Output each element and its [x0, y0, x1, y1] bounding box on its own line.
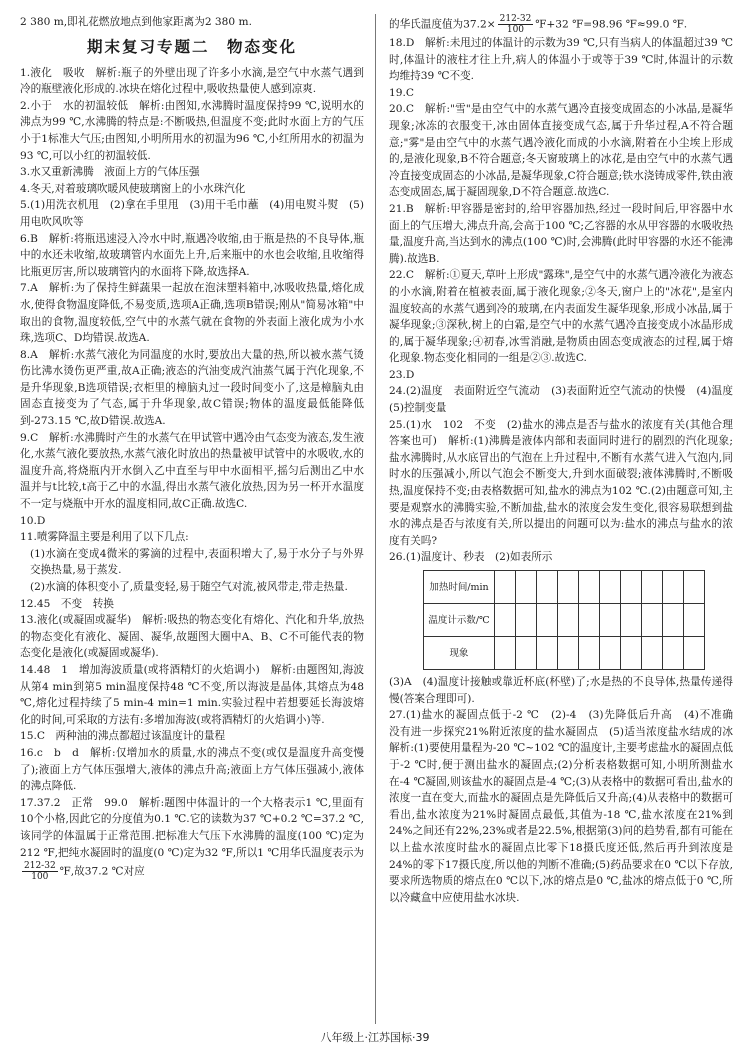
answer-11-point-1: (1)水滴在变成4微米的雾滴的过程中,表面积增大了,易于水分子与外界交换热量,易于蒸发.: [30, 547, 364, 577]
answer-9: 9.C 解析:水沸腾时产生的水蒸气在甲试管中遇冷由气态变为液态,发生液化,水蒸气液化要放热,水蒸气液化时放出的热量被甲试管中的水吸收,水的温度升高,将烧瓶内开水倒入乙中直至与甲中水面相平,摇匀后测出乙中水温并与t比较,t高于乙中的水温,得出水蒸气液化放热,因为另一杯开水温度不一定与烧瓶中开水的温度相同,故C正确.故选C.: [20, 431, 364, 511]
answer-17-tail: ℉,故37.2 ℃对应: [59, 865, 145, 878]
answer-8: 8.A 解析:水蒸气液化为同温度的水时,要放出大量的热,所以被水蒸气烫伤比沸水烫伤更严重,故A正确;液态的汽油变成汽油蒸气属于汽化现象,不是升华现象,B选项错误;衣柜里的樟脑丸过一段时间变小了,这是樟脑丸由固态直接变为了气态,属于升华现象,故C错误;物体的温度最低能降低到-273.15 ℃,故D错误.故选A.: [20, 348, 364, 428]
answer-1: 1.液化 吸收 解析:瓶子的外壁出现了许多小水滴,是空气中水蒸气遇到冷的瓶壁液化形成的.冰块在熔化过程中,吸收热量使人感到凉爽.: [20, 66, 364, 96]
answer-5: 5.(1)用洗衣机甩 (2)拿在手里甩 (3)用干毛巾蘸 (4)用电熨斗熨 (5)用电吹风吹等: [20, 199, 364, 228]
answer-17-cont-a: 的华氏温度值为37.2×: [389, 18, 496, 31]
answer-17: [20, 795, 364, 882]
answer-17-cont-b: ℉+32 ℉=98.96 ℉≈99.0 ℉.: [535, 18, 688, 31]
answer-10: 10.D: [20, 514, 46, 527]
answer-26-more: (3)A (4)温度计接触或靠近杯底(杯壁)了;水是热的不良导体,热量传递得慢(答案合理即可).: [389, 676, 733, 705]
left-column: [20, 14, 364, 882]
answer-14: 14.48 1 增加海波质量(或将酒精灯的火焰调小) 解析:由题图知,海波从第4 min到第5 min温度保持48 ℃不变,所以海波是晶体,其熔点为48 ℃,熔化过程持续了5 min-4 min=1 min.实验过程中若想要延长海波熔化的时间,可采取的方法有:多增加海波(或将酒精灯的火焰调小)等.: [20, 663, 364, 726]
row-header-time: 加热时间/min: [424, 571, 495, 604]
answer-12: 12.45 不变 转换: [20, 597, 114, 610]
answer-6: 6.B 解析:将瓶迅速浸入冷水中时,瓶遇冷收缩,由于瓶是热的不良导体,瓶中的水还未收缩,故玻璃管内水面先上升,后来瓶中的水也会收缩,且收缩得比瓶更厉害,所以玻璃管内的水面将下降,故选择A.: [20, 232, 364, 278]
answer-20: 20.C 解析:"雪"是由空气中的水蒸气遇冷直接变成固态的小冰晶,是凝华现象;冰冻的衣服变干,冰由固体直接变成气态,属于升华过程,A不符合题意;"雾"是由空气中的水蒸气遇冷液化而成的小水滴,附着在小尘埃上形成的,是液化现象,B不符合题意;冬天窗玻璃上的冰花,是由空气中的水蒸气遇冷直接变成固态的小冰晶,是凝华现象,C符合题意;铁水浇铸成零件,铁由液态变成固态,属于凝固现象,D不符合题意.故选C.: [389, 103, 733, 199]
answer-22: 22.C 解析:①夏天,草叶上形成"露珠",是空气中的水蒸气遇冷液化为液态的小水滴,附着在植被表面,属于液化现象;②冬天,窗户上的"冰花",是室内温度较高的水蒸气遇到冷的玻璃,在内表面发生凝华现象,形成小冰晶,属于凝华现象;③深秋,树上的白霜,是空气中的水蒸气遇冷直接变成小冰晶形成的,属于凝华现象;④初春,冰雪消融,是物质由固态变成液态的过程,属于熔化现象.物态变化相同的一组是②③.故选C.: [389, 269, 733, 365]
answer-15: 15.C 两种油的沸点都超过该温度计的量程: [20, 730, 226, 743]
answer-16: 16.c b d 解析:仅增加水的质量,水的沸点不变(或仅是温度升高变慢了);液面上方气体压强增大,液体的沸点升高;液面上方气体压强减小,液体的沸点降低.: [20, 746, 364, 793]
answer-25: 25.(1)水 102 不变 (2)盐水的沸点是否与盐水的浓度有关(其他合理答案也可) 解析:(1)沸腾是液体内部和表面同时进行的剧烈的汽化现象;盐水沸腾时,从水底冒出的气泡在上升过程中,不断有水蒸气进入气泡内,同时水的压强减小,所以气泡会不断变大,升到水面破裂;液体沸腾时,不断吸热,温度保持不变;由表格数据可知,盐水的沸点为102 ℃.(2)由题意可知,主要是观察水的沸腾实验,不断加盐,盐水的浓度会发生变化,很容易联想到盐水的沸点是否与浓度有关,所以提出的问题可以为:盐水的沸点与盐水的浓度有关吗?: [389, 418, 733, 547]
answer-3: 3.水又重新沸腾 液面上方的气体压强: [20, 166, 200, 179]
row-header-temp: 温度计示数/℃: [424, 604, 495, 637]
fraction: [22, 861, 58, 882]
answer-7: 7.A 解析:为了保持生鲜蔬果一起放在泡沫塑料箱中,冰吸收热量,熔化成水,使得食物温度降低,不易变质,选项A正确,选项B错误;刚从"简易冰箱"中取出的食物,温度较低,空气中的水蒸气就在食物的外表面上液化成为小水珠,选项C、D均错误.故选A.: [20, 282, 364, 345]
row-header-phenomenon: 现象: [424, 637, 495, 670]
answer-4: 4.冬天,对着玻璃吹暖风使玻璃窗上的小水珠汽化: [20, 182, 246, 195]
fraction-numerator: 212-32: [499, 14, 532, 24]
answer-13: 13.液化(或凝固或凝华) 解析:吸热的物态变化有熔化、汽化和升华,放热的物态变化有液化、凝固、凝华,故题图大圈中A、B、C不可能代表的物态变化是液化(或凝固或凝华).: [20, 614, 364, 660]
table-row: [424, 571, 705, 604]
right-column: [389, 14, 744, 906]
answer-24: 24.(2)温度 表面附近空气流动 (3)表面附近空气流动的快慢 (4)温度 (5)控制变量: [389, 385, 744, 415]
fraction-denominator: 100: [506, 25, 525, 35]
answer-27: 27.(1)盐水的凝固点低于-2 ℃ (2)-4 (3)先降低后升高 (4)不准确 没有进一步探究21%附近浓度的盐水凝固点 (5)适当浓度盐水结成的冰 解析:(1)要使用量程为-20 ℃~102 ℃的温度计,主要考虑盐水的凝固点低于-2 ℃时,便于测出盐水的凝固点;(2)分析表格数据可知,小明所测盐水在-4 ℃凝固,则该盐水的凝固点是-4 ℃;(3)从表格中的数据可看出,盐水的浓度一直在变大,而盐水的凝固点是先降低后又升高;(4)从表格中的数据可看出,盐水浓度为21%时凝固点最低,其值为-18 ℃,盐水浓度在21%到24%之间还有22%,23%或者是22.5%,根据第(3)问的趋势看,都有可能在以上盐水浓度时盐水的凝固点比零下18摄氏度还低,然后再升到浓度是24%的零下17摄氏度,所以他的判断不准确;(5)药品要求在0 ℃以下存放,要求所选物质的熔点在0 ℃以下,冰的熔点是0 ℃,盐冰的熔点低于0 ℃,所以冷藏盒中应使用盐水冰块.: [389, 709, 744, 904]
answer-11-point-2: (2)水滴的体积变小了,质量变轻,易于随空气对流,被风带走,带走热量.: [30, 581, 348, 593]
answer-18: 18.D 解析:未甩过的体温计的示数为39 ℃,只有当病人的体温超过39 ℃时,体温计的液柱才往上升,病人的体温小于或等于39 ℃时,体温计的示数均维持39 ℃不变.: [389, 37, 733, 83]
answer-11: 11.喷雾降温主要是利用了以下几点:: [20, 531, 189, 544]
answer-17-text: 17.37.2 正常 99.0 解析:题图中体温计的一个大格表示1 ℃,里面有10个小格,因此它的分度值为0.1 ℃.它的读数为37 ℃+0.2 ℃=37.2 ℃,该同学的体温属于正常范围.把标准大气压下水沸腾的温度(100 ℃)定为212 ℉,把纯水凝固时的温度(0 ℃)定为32 ℉,所以1 ℃用华氏温度表示为: [20, 796, 365, 859]
answer-23: 23.D: [389, 368, 415, 381]
fraction-denominator: 100: [31, 872, 49, 883]
page-title: 期末复习专题二 物态变化: [86, 37, 297, 56]
fraction: [498, 14, 534, 35]
answer-21: 21.B 解析:甲容器是密封的,给甲容器加热,经过一段时间后,甲容器中水面上的气压增大,沸点升高,会高于100 ℃;乙容器的水从甲容器的水吸收热量,温度升高,当达到水的沸点(100 ℃)时,会沸腾(此时甲容器的水还不能沸腾).故选B.: [389, 202, 733, 265]
data-table: [423, 570, 705, 670]
column-divider: [375, 14, 376, 1024]
table-row: [424, 604, 705, 637]
table-row: [424, 637, 705, 670]
answer-19: 19.C: [389, 86, 414, 99]
answer-2: 2.小于 水的初温较低 解析:由图知,水沸腾时温度保持99 ℃,说明水的沸点为99 ℃,水沸腾的特点是:不断吸热,但温度不变;此时水面上方的气压小于1标准大气压;由图知,小明所用水的初温为96 ℃,小红所用水的初温为93 ℃,可以小红的初温较低.: [20, 99, 364, 162]
fraction-numerator: 212-32: [24, 861, 56, 872]
answer-17-continued: [389, 14, 733, 35]
carryover-line: 2 380 m,即礼花燃放地点到他家距离为2 380 m.: [20, 16, 252, 28]
answer-26: 26.(1)温度计、秒表 (2)如表所示: [389, 551, 553, 564]
page-footer: 八年级上·江苏国标·39: [320, 1031, 430, 1044]
